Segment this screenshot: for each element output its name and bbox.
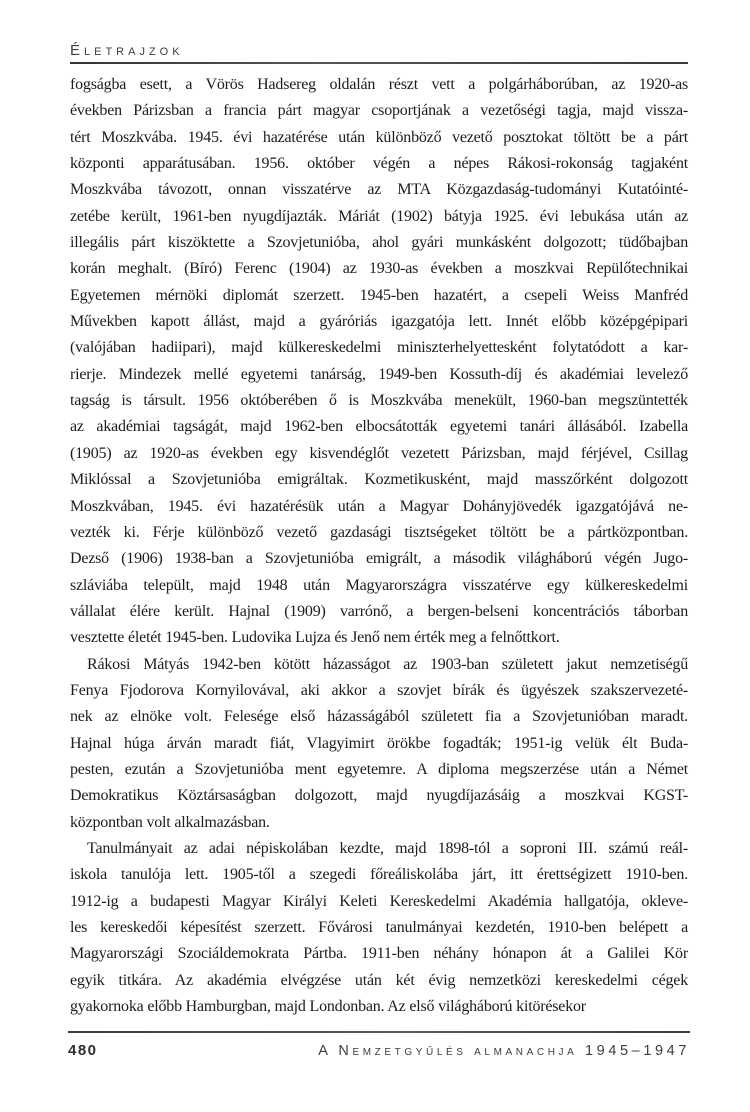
- text-line: fogságba esett, a Vörös Hadsereg oldalán részt vett a polgárháborúban, az 1920-as: [70, 76, 688, 93]
- text-line: Demokratikus Köztársaságban dolgozott, majd nyugdíjazásáig a moszkvai KGST-: [70, 787, 688, 805]
- text-line: (valójában hadiipari), majd külkereskedelmi miniszterhelyettesként folytatódott a kar-: [70, 339, 688, 357]
- text-line: pesten, ezután a Szovjetunióba ment egyetemre. A diploma megszerzése után a Német: [70, 760, 688, 778]
- paragraph: [70, 72, 688, 652]
- footer-running-title: A Nemzetgyűlés almanachja 1945–1947: [318, 1043, 690, 1059]
- text-line: vezték ki. Férje különböző vezető gazdasági tisztségeket töltött be a pártközpontban.: [70, 523, 688, 541]
- body-text: [70, 72, 688, 1020]
- text-line: Művekben kapott állást, majd a gyáróriás igazgatója lett. Innét előbb középgépipari: [70, 313, 688, 331]
- text-line: Tanulmányait az adai népiskolában kezdte, majd 1898-tól a soproni III. számú reál-: [87, 839, 688, 857]
- text-line: központban volt alkalmazásban.: [70, 813, 270, 831]
- text-line: nek az elnöke volt. Felesége első házasságából született fia a Szovjetunióban maradt.: [70, 708, 688, 726]
- text-line: korán meghalt. (Bíró) Ferenc (1904) az 1930-as években a moszkvai Repülőtechnikai: [70, 260, 688, 278]
- footer-rule: [68, 1031, 690, 1033]
- text-line: illegális párt kiszöktette a Szovjetunióba, ahol gyári munkásként dolgozott; tüdőbajban: [70, 234, 688, 252]
- text-line: tért Moszkvába. 1945. évi hazatérése után különböző vezető posztokat töltött be a párt: [70, 128, 688, 146]
- paragraph: [70, 836, 688, 1020]
- text-line: az akadémiai tagságát, majd 1962-ben elbocsátották egyetemi tanári állásából. Izabella: [70, 418, 688, 436]
- text-line: les kereskedői képesítést szerzett. Fővárosi tanulmányai kezdetén, 1910-ben belépett a: [70, 919, 688, 936]
- text-line: Dezső (1906) 1938-ban a Szovjetunióba emigrált, a második világháború végén Jugo-: [70, 550, 688, 568]
- text-line: Rákosi Mátyás 1942-ben kötött házasságot az 1903-ban született jakut nemzetiségű: [87, 655, 688, 673]
- text-line: vállalat élére került. Hajnal (1909) varrónő, a bergen-belseni koncentrációs táborban: [70, 602, 688, 620]
- text-line: iskola tanulója lett. 1905-től a szegedi főreáliskolába járt, itt érettségizett 1910-ben.: [70, 866, 688, 884]
- text-line: Magyarországi Szociáldemokrata Pártba. 1911-ben néhány hónapon át a Galilei Kör: [70, 945, 688, 963]
- text-line: években Párizsban a francia párt magyar csoportjának a vezetőségi tagja, majd vissza-: [70, 102, 688, 120]
- section-running-head: Életrajzok: [70, 42, 184, 59]
- text-line: (1905) az 1920-as években egy kisvendéglőt vezetett Párizsban, majd férjével, Csillag: [70, 444, 688, 462]
- page-number: 480: [68, 1042, 98, 1059]
- paragraph: [70, 652, 688, 836]
- text-line: szláviába települt, majd 1948 után Magyarországra visszatérve egy külkereskedelmi: [70, 576, 688, 594]
- page-footer: [68, 1042, 690, 1059]
- text-line: egyik titkára. Az akadémia elvégzése után két évig nemzetközi kereskedelmi cégek: [70, 971, 688, 989]
- text-line: Moszkvában, 1945. évi hazatérésük után a Magyar Dohányjövedék igazgatójává ne-: [70, 497, 688, 515]
- text-line: központi apparátusában. 1956. október végén a népes Rákosi-rokonság tagjaként: [70, 155, 688, 173]
- header-rule: [70, 62, 688, 64]
- text-line: zetébe került, 1961-ben nyugdíjazták. Máriát (1902) bátyja 1925. évi lebukása után az: [70, 207, 688, 225]
- text-line: Fenya Fjodorova Kornyilovával, aki akkor a szovjet bírák és ügyészek szakszervezeté-: [70, 681, 688, 699]
- text-line: Hajnal húga árván maradt fiát, Vlagyimirt örökbe fogadták; 1951-ig velük élt Buda-: [70, 734, 688, 752]
- text-line: Moszkvába távozott, onnan visszatérve az MTA Közgazdaság-tudományi Kutatóinté-: [70, 181, 688, 199]
- text-line: 1912-ig a budapesti Magyar Királyi Keleti Kereskedelmi Akadémia hallgatója, okleve-: [70, 892, 688, 910]
- text-line: tagság is társult. 1956 októberében ő is Moszkvába menekült, 1960-ban megszüntették: [70, 392, 688, 410]
- text-line: vesztette életét 1945-ben. Ludovika Lujza és Jenő nem érték meg a felnőttkort.: [70, 629, 560, 647]
- text-line: Miklóssal a Szovjetunióba emigráltak. Kozmetikusként, majd masszőrként dolgozott: [70, 471, 688, 489]
- text-line: rierje. Mindezek mellé egyetemi tanárság, 1949-ben Kossuth-díj és akadémiai levelező: [70, 365, 688, 383]
- text-line: gyakornoka előbb Hamburgban, majd Londonban. Az első világháború kitörésekor: [70, 998, 586, 1016]
- text-line: Egyetemen mérnöki diplomát szerzett. 1945-ben hazatért, a csepeli Weiss Manfréd: [70, 286, 688, 304]
